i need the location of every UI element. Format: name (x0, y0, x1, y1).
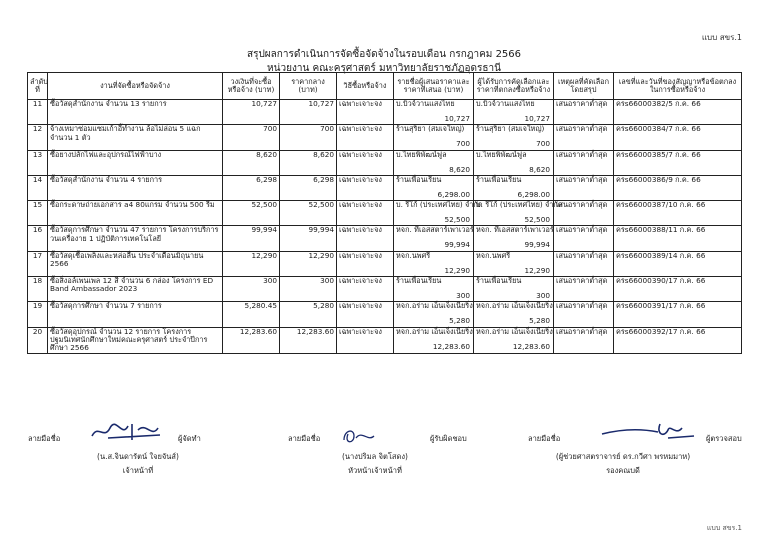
contract-cell: ครs66000388/11 ก.ค. 66 (614, 226, 742, 251)
selected-name: บ.ไทยพิพัฒน์ฟูล (476, 149, 527, 159)
seq-cell: 12 (28, 125, 48, 150)
selected-price: 8,620 (529, 164, 550, 174)
offerer-cell (394, 200, 483, 226)
selected-price: 12,283.60 (512, 342, 550, 352)
reason-cell: เสนอราคาต่ำสุด (554, 201, 614, 226)
header-offerers: รายชื่อผู้เสนอราคาและราคาที่เสนอ (บาท) (394, 73, 474, 100)
selected-name: หจก. ทีเอสสตาร์เพาเวอร์ (476, 225, 554, 235)
selected-price: 5,280 (529, 316, 550, 326)
method-cell: เฉพาะเจาะจง (337, 302, 394, 327)
seq-cell: 18 (28, 277, 48, 302)
selected-cell (474, 175, 554, 200)
signature-scribble-left (88, 418, 170, 444)
offerer-name: หจก.นพศรี (396, 250, 431, 260)
selected-cell (474, 100, 554, 125)
table-row (28, 201, 742, 226)
table-row (28, 150, 742, 175)
offerer-cell (394, 125, 474, 150)
selected-cell (474, 302, 554, 327)
method-cell: เฉพาะเจาะจง (337, 175, 394, 200)
header-budget: วงเงินที่จะซื้อหรือจ้าง (บาท) (223, 73, 280, 100)
signature-scribble-middle (338, 424, 378, 446)
method-cell: เฉพาะเจาะจง (337, 150, 394, 175)
header-median: ราคากลาง (บาท) (280, 73, 337, 100)
procurement-table (27, 72, 742, 354)
selected-cell (474, 277, 554, 302)
budget-cell: 5,280.45 (223, 302, 280, 327)
seq-cell: 19 (28, 302, 48, 327)
offerer-name: หจก. ทีเอสสตาร์เพาเวอร์ (396, 225, 474, 235)
selected-price: 12,290 (524, 265, 550, 275)
table-body (28, 100, 742, 354)
median-cell: 10,727 (280, 100, 337, 125)
signature-label-right: ลายมือชื่อ (528, 434, 561, 443)
seq-cell: 20 (28, 327, 48, 353)
reason-cell: เสนอราคาต่ำสุด (554, 150, 614, 175)
offerer-name: บ.ไทยพิพัฒน์ฟูล (396, 149, 447, 159)
method-cell: เฉพาะเจาะจง (337, 251, 394, 276)
reason-cell: เสนอราคาต่ำสุด (554, 125, 614, 150)
signature-name-right: (ผู้ช่วยศาสตราจารย์ ดร.กวีศา พรหมมาห) (555, 452, 691, 461)
contract-cell: ครs66000382/5 ก.ค. 66 (614, 100, 742, 125)
median-cell: 300 (280, 277, 337, 302)
table-row (28, 327, 742, 353)
median-cell: 52,500 (280, 201, 337, 226)
signature-role-right: ผู้ตรวจสอบ (706, 434, 742, 443)
offerer-name: ร้านเพื่อนเรียน (396, 276, 442, 286)
method-cell: เฉพาะเจาะจง (337, 100, 394, 125)
contract-cell: ครs66000387/10 ก.ค. 66 (614, 201, 742, 226)
table-header-row (28, 73, 742, 100)
contract-cell: ครs66000392/17 ก.ค. 66 (614, 327, 742, 353)
median-cell: 8,620 (280, 150, 337, 175)
report-title: สรุปผลการดำเนินการจัดซื้อจัดจ้างในรอบเดือน กรกฎาคม 2566 (246, 49, 522, 60)
selected-name: หจก.นพศรี (476, 250, 511, 260)
selected-price: 52,500 (524, 215, 550, 225)
offerer-cell (394, 302, 474, 327)
offerer-cell (394, 277, 474, 302)
median-cell: 12,290 (280, 251, 337, 276)
reason-cell: เสนอราคาต่ำสุด (554, 327, 614, 353)
selected-price: 99,994 (524, 240, 550, 250)
median-cell: 5,280 (280, 302, 337, 327)
offerer-name: ร้านเพื่อนเรียน (396, 174, 442, 184)
signature-name-left: (น.ส.จินดารัตน์ ใจยจันส์) (97, 452, 179, 461)
offer-price: 6,298.00 (437, 189, 470, 199)
report-subtitle: หน่วยงาน คณะครุศาสตร์ มหาวิทยาลัยราชภัฏอุดรธานี (267, 63, 501, 74)
method-cell: เฉพาะเจาะจง (337, 125, 394, 150)
header-item: งานที่จัดซื้อหรือจัดจ้าง (48, 73, 223, 100)
offerer-cell (394, 175, 474, 200)
table-row (28, 302, 742, 327)
median-cell: 12,283.60 (280, 327, 337, 353)
contract-cell: ครs66000390/17 ก.ค. 66 (614, 277, 742, 302)
method-cell: เฉพาะเจาะจง (337, 201, 394, 226)
signature-position-middle: หัวหน้าเจ้าหน้าที่ (348, 466, 402, 475)
offer-price: 12,283.60 (432, 342, 470, 352)
seq-cell: 13 (28, 150, 48, 175)
contract-cell: ครs66000384/7 ก.ค. 66 (614, 125, 742, 150)
signature-role-left: ผู้จัดทำ (178, 434, 201, 443)
selected-name: หจก.อร่าม เอ็นเจ็งเนียริ่ง (476, 326, 553, 336)
reason-cell: เสนอราคาต่ำสุด (554, 100, 614, 125)
item-cell: จ้างเหมาซ่อมแซมเก้าอี้ทำงาน ล้อไม่ล่อน 5 แฉก จำนวน 1 ตัว (48, 125, 223, 150)
reason-cell: เสนอราคาต่ำสุด (554, 175, 614, 200)
item-cell: ซื้อยางปลักไฟและอุปกรณ์ไฟฟ้าบาง (48, 150, 223, 175)
item-cell: ซื้อวัสดุสำนักงาน จำนวน 13 รายการ (48, 100, 223, 125)
item-cell: ซื้อวัสดุการศึกษา จำนวน 7 รายการ (48, 302, 223, 327)
offerer-cell (394, 327, 474, 353)
budget-cell: 10,727 (223, 100, 280, 125)
table-row (28, 175, 742, 200)
item-cell: ซื้อวัสดุสำนักงาน จำนวน 4 รายการ (48, 175, 223, 200)
median-cell: 700 (280, 125, 337, 150)
header-selected: ผู้ได้รับการคัดเลือกและราคาที่ตกลงซื้อหรือจ้าง (474, 73, 554, 100)
contract-cell: ครs66000391/17 ก.ค. 66 (614, 302, 742, 327)
page-mark: แบบ สขร.1 (706, 524, 742, 532)
offerer-cell (394, 100, 474, 125)
method-cell: เฉพาะเจาะจง (337, 327, 394, 353)
signature-label-middle: ลายมือชื่อ (288, 434, 321, 443)
offer-price: 300 (456, 290, 470, 300)
offerer-name: บ. รีโก้ (ประเทศไทย) จำกัด (396, 200, 483, 210)
selected-cell (474, 125, 554, 150)
signature-label-left: ลายมือชื่อ (28, 434, 61, 443)
form-code: แบบ สขร.1 (701, 33, 742, 42)
item-cell: ซื้อวัสดุการศึกษา จำนวน 47 รายการ โครงการบริการวนเครื่องาย 1 ปฏิบัติการเทคโนโลยี (48, 226, 223, 251)
method-cell: เฉพาะเจาะจง (337, 226, 394, 251)
offer-price: 5,280 (449, 316, 470, 326)
selected-cell (474, 226, 554, 251)
offerer-cell (394, 150, 474, 175)
signature-name-middle: (นางปริมล จิตโสดง) (342, 452, 408, 461)
budget-cell: 12,290 (223, 251, 280, 276)
selected-cell (474, 200, 563, 226)
table-row (28, 251, 742, 276)
reason-cell: เสนอราคาต่ำสุด (554, 226, 614, 251)
seq-cell: 11 (28, 100, 48, 125)
budget-cell: 8,620 (223, 150, 280, 175)
budget-cell: 300 (223, 277, 280, 302)
median-cell: 99,994 (280, 226, 337, 251)
header-contract: เลขที่และวันที่ของสัญญาหรือข้อตกลงในการซื้อหรือจ้าง (614, 73, 742, 100)
offerer-name: หจก.อร่าม เอ็นเจ็งเนียริ่ง (396, 326, 473, 336)
header-seq: ลำดับที่ (28, 73, 48, 100)
offer-price: 700 (456, 139, 470, 149)
item-cell: ซื้อกระดาษถ่ายเอกสาร a4 80แกรม จำนวน 500 รีม (48, 201, 223, 226)
seq-cell: 15 (28, 201, 48, 226)
budget-cell: 52,500 (223, 201, 280, 226)
table-row (28, 226, 742, 251)
offer-price: 12,290 (444, 265, 470, 275)
selected-name: บ. รีโก้ (ประเทศไทย) จำกัด (476, 200, 563, 210)
budget-cell: 99,994 (223, 226, 280, 251)
selected-price: 700 (536, 139, 550, 149)
reason-cell: เสนอราคาต่ำสุด (554, 251, 614, 276)
budget-cell: 6,298 (223, 175, 280, 200)
item-cell: ซื้อวัสดุอุปกรณ์ จำนวน 12 รายการ โครงการปฐมนิเทศนักศึกษาใหม่คณะครุศาสตร์ ประจำปีการศึกษา 2566 (48, 327, 223, 353)
budget-cell: 12,283.60 (223, 327, 280, 353)
offer-price: 10,727 (444, 113, 470, 123)
item-cell: ซื้อวัสดุเชื้อเพลิงและหล่อลื่น ประจำเดือนมิถุนายน 2566 (48, 251, 223, 276)
selected-name: หจก.อร่าม เอ็นเจ็งเนียริ่ง (476, 301, 553, 311)
seq-cell: 17 (28, 251, 48, 276)
table-row (28, 125, 742, 150)
signature-position-right: รองคณบดี (606, 466, 640, 475)
selected-price: 300 (536, 290, 550, 300)
selected-name: ร้านเพื่อนเรียน (476, 276, 522, 286)
offer-price: 8,620 (449, 164, 470, 174)
contract-cell: ครs66000386/9 ก.ค. 66 (614, 175, 742, 200)
offerer-cell (394, 251, 474, 276)
header-method: วิธีซื้อหรือจ้าง (337, 73, 394, 100)
selected-cell (474, 327, 554, 353)
median-cell: 6,298 (280, 175, 337, 200)
selected-name: ร้านเพื่อนเรียน (476, 174, 522, 184)
table-row (28, 100, 742, 125)
offer-price: 99,994 (444, 240, 470, 250)
selected-price: 6,298.00 (517, 189, 550, 199)
selected-name: บ.บิวจ์วานแสงไทย (476, 99, 535, 108)
signature-role-middle: ผู้รับผิดชอบ (430, 434, 467, 443)
method-cell: เฉพาะเจาะจง (337, 277, 394, 302)
budget-cell: 700 (223, 125, 280, 150)
selected-cell (474, 251, 554, 276)
contract-cell: ครs66000389/14 ก.ค. 66 (614, 251, 742, 276)
item-cell: ซื้อสิ่งอล์เพนเพล 12 สี จำนวน 6 กล่อง โครงการ ED Band Ambassador 2023 (48, 277, 223, 302)
contract-cell: ครs66000385/7 ก.ค. 66 (614, 150, 742, 175)
offerer-name: ร้านสุริยา (สมเจใหญ่) (396, 124, 465, 134)
offerer-name: หจก.อร่าม เอ็นเจ็งเนียริ่ง (396, 301, 473, 311)
seq-cell: 14 (28, 175, 48, 200)
seq-cell: 16 (28, 226, 48, 251)
selected-name: ร้านสุริยา (สมเจใหญ่) (476, 124, 545, 134)
offerer-cell (394, 226, 474, 251)
selected-price: 10,727 (524, 113, 550, 123)
table-row (28, 277, 742, 302)
offerer-name: บ.บิวจ์วานแสงไทย (396, 99, 455, 108)
reason-cell: เสนอราคาต่ำสุด (554, 302, 614, 327)
signature-scribble-right (598, 418, 698, 444)
offer-price: 52,500 (444, 215, 470, 225)
signature-position-left: เจ้าหน้าที่ (122, 466, 154, 475)
reason-cell: เสนอราคาต่ำสุด (554, 277, 614, 302)
header-reason: เหตุผลที่คัดเลือกโดยสรุป (554, 73, 614, 100)
selected-cell (474, 150, 554, 175)
